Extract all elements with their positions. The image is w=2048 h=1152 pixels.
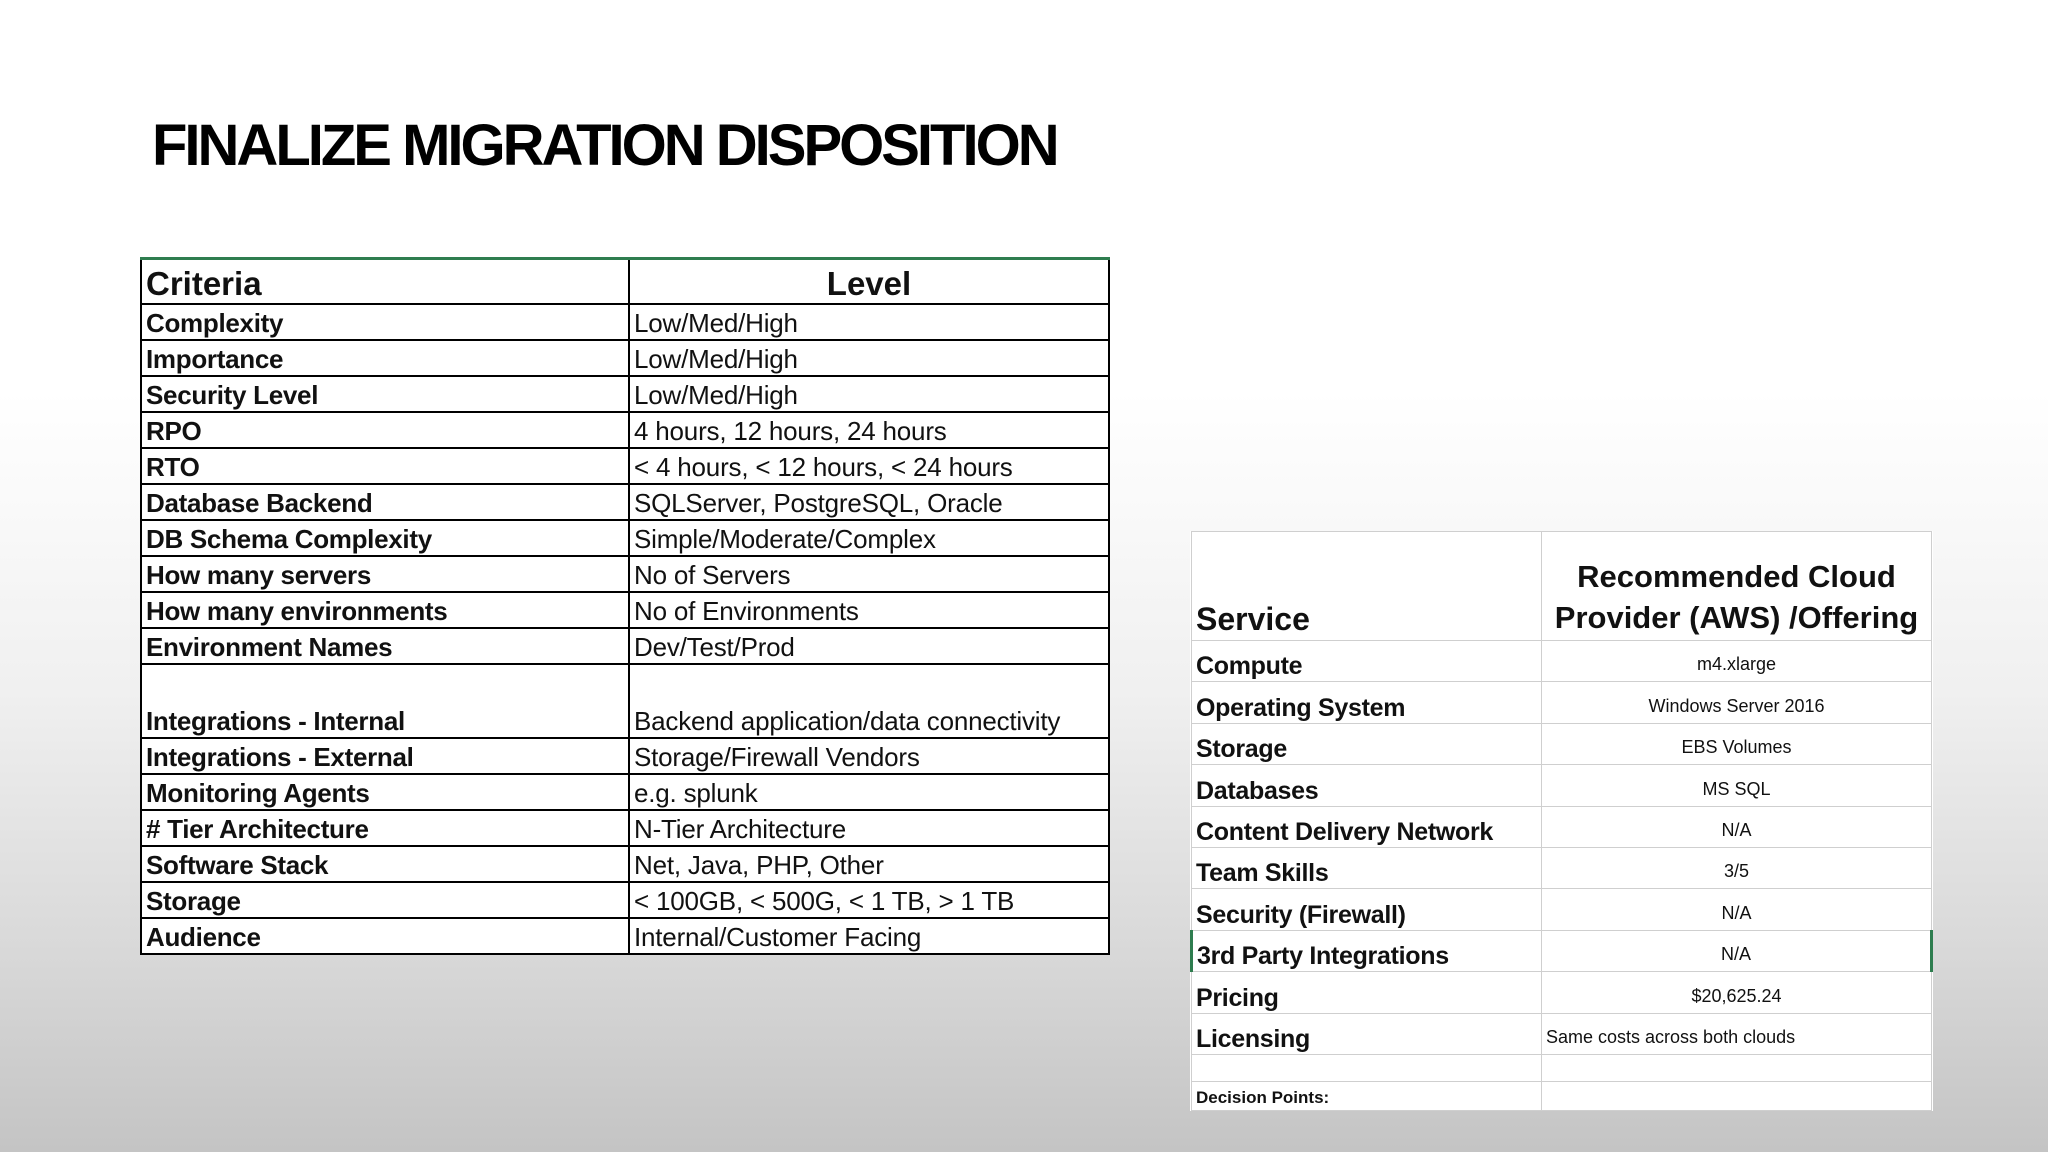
level-cell: Simple/Moderate/Complex <box>629 520 1109 556</box>
table-row <box>1192 682 1932 723</box>
offering-cell: 3/5 <box>1542 847 1932 888</box>
table-row <box>141 340 1109 376</box>
level-cell: No of Environments <box>629 592 1109 628</box>
service-cell: Compute <box>1192 641 1542 682</box>
level-column-header: Level <box>629 259 1109 305</box>
criteria-cell: Environment Names <box>141 628 629 664</box>
criteria-cell: Software Stack <box>141 846 629 882</box>
offering-cell: N/A <box>1542 806 1932 847</box>
criteria-cell: # Tier Architecture <box>141 810 629 846</box>
table-row <box>141 448 1109 484</box>
criteria-cell: How many environments <box>141 592 629 628</box>
level-cell: Backend application/data connectivity <box>629 664 1109 738</box>
table-row <box>1192 972 1932 1013</box>
table-row <box>141 774 1109 810</box>
service-cell: Security (Firewall) <box>1192 889 1542 930</box>
table-row <box>1192 641 1932 682</box>
service-column-header: Service <box>1192 532 1542 641</box>
level-cell: Dev/Test/Prod <box>629 628 1109 664</box>
criteria-cell: Importance <box>141 340 629 376</box>
criteria-header-row <box>141 259 1109 305</box>
service-cell: Operating System <box>1192 682 1542 723</box>
service-offering-table <box>1190 531 1933 1111</box>
table-row <box>141 738 1109 774</box>
level-cell: 4 hours, 12 hours, 24 hours <box>629 412 1109 448</box>
offering-cell: $20,625.24 <box>1542 972 1932 1013</box>
offering-cell: N/A <box>1542 930 1932 971</box>
level-cell: Low/Med/High <box>629 340 1109 376</box>
criteria-cell: Integrations - External <box>141 738 629 774</box>
empty-cell <box>1192 1054 1542 1081</box>
criteria-cell: Audience <box>141 918 629 954</box>
table-row <box>1192 889 1932 930</box>
table-row <box>1192 806 1932 847</box>
criteria-cell: How many servers <box>141 556 629 592</box>
criteria-cell: Security Level <box>141 376 629 412</box>
level-cell: No of Servers <box>629 556 1109 592</box>
table-row <box>141 484 1109 520</box>
level-cell: Low/Med/High <box>629 304 1109 340</box>
offering-cell: Same costs across both clouds <box>1542 1013 1932 1054</box>
table-row <box>141 918 1109 954</box>
empty-row <box>1192 1054 1932 1081</box>
level-cell: Internal/Customer Facing <box>629 918 1109 954</box>
offering-cell: m4.xlarge <box>1542 641 1932 682</box>
level-cell: N-Tier Architecture <box>629 810 1109 846</box>
offering-cell: N/A <box>1542 889 1932 930</box>
offering-cell: Windows Server 2016 <box>1542 682 1932 723</box>
table-row <box>141 412 1109 448</box>
criteria-cell: Integrations - Internal <box>141 664 629 738</box>
level-cell: < 100GB, < 500G, < 1 TB, > 1 TB <box>629 882 1109 918</box>
table-row <box>141 664 1109 738</box>
service-cell: Team Skills <box>1192 847 1542 888</box>
table-row-selected <box>1192 930 1932 971</box>
decision-points-label: Decision Points: <box>1192 1081 1542 1110</box>
table-row <box>141 304 1109 340</box>
empty-cell <box>1542 1054 1932 1081</box>
table-row <box>141 846 1109 882</box>
table-row <box>141 628 1109 664</box>
criteria-cell: RPO <box>141 412 629 448</box>
level-cell: < 4 hours, < 12 hours, < 24 hours <box>629 448 1109 484</box>
level-cell: Net, Java, PHP, Other <box>629 846 1109 882</box>
table-row <box>1192 723 1932 764</box>
offering-cell: MS SQL <box>1542 765 1932 806</box>
criteria-cell: Storage <box>141 882 629 918</box>
table-row <box>141 882 1109 918</box>
table-row <box>141 556 1109 592</box>
level-cell: Low/Med/High <box>629 376 1109 412</box>
service-cell: Databases <box>1192 765 1542 806</box>
table-row <box>1192 765 1932 806</box>
decision-points-row <box>1192 1081 1932 1110</box>
criteria-cell: Database Backend <box>141 484 629 520</box>
service-cell: 3rd Party Integrations <box>1192 930 1542 971</box>
service-header-row <box>1192 532 1932 641</box>
table-row <box>141 592 1109 628</box>
service-cell: Pricing <box>1192 972 1542 1013</box>
empty-cell <box>1542 1081 1932 1110</box>
level-cell: Storage/Firewall Vendors <box>629 738 1109 774</box>
service-cell: Licensing <box>1192 1013 1542 1054</box>
slide-title: FINALIZE MIGRATION DISPOSITION <box>152 113 1057 178</box>
level-cell: e.g. splunk <box>629 774 1109 810</box>
table-row <box>141 520 1109 556</box>
criteria-table <box>140 257 1110 955</box>
service-cell: Content Delivery Network <box>1192 806 1542 847</box>
criteria-column-header: Criteria <box>141 259 629 305</box>
table-row <box>141 376 1109 412</box>
criteria-cell: DB Schema Complexity <box>141 520 629 556</box>
criteria-cell: Monitoring Agents <box>141 774 629 810</box>
offering-cell: EBS Volumes <box>1542 723 1932 764</box>
level-cell: SQLServer, PostgreSQL, Oracle <box>629 484 1109 520</box>
criteria-cell: Complexity <box>141 304 629 340</box>
table-row <box>1192 847 1932 888</box>
table-row <box>1192 1013 1932 1054</box>
table-row <box>141 810 1109 846</box>
criteria-cell: RTO <box>141 448 629 484</box>
service-cell: Storage <box>1192 723 1542 764</box>
offering-column-header: Recommended Cloud Provider (AWS) /Offering <box>1542 532 1932 641</box>
